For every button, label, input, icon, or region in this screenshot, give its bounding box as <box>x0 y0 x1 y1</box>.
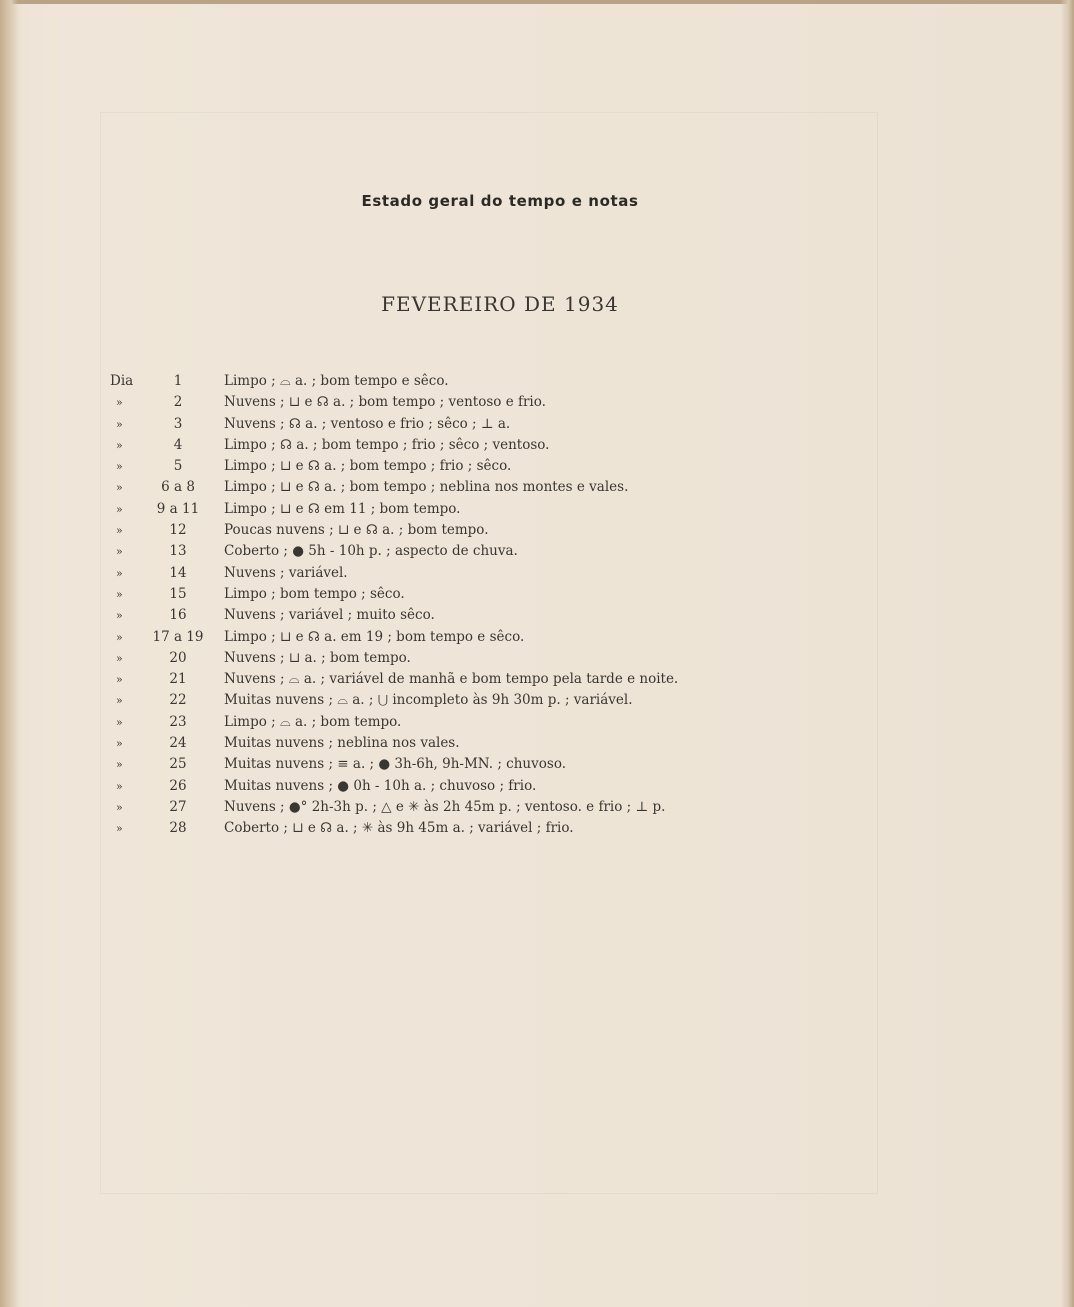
weather-note: Limpo ; ⊔ e ☊ a. em 19 ; bom tempo e sêco. <box>224 628 525 645</box>
ditto-mark: » <box>116 630 123 644</box>
table-row <box>0 690 1074 711</box>
weather-note: Coberto ; ⊔ e ☊ a. ; ✳ às 9h 45m a. ; variável ; frio. <box>224 820 574 837</box>
ditto-mark: » <box>116 502 123 516</box>
day-number: 4 <box>173 436 183 453</box>
table-row <box>0 605 1074 626</box>
day-number: 13 <box>169 543 187 560</box>
day-number: 23 <box>169 713 187 730</box>
weather-note: Nuvens ; ⌓ a. ; variável de manhã e bom tempo pela tarde e noite. <box>224 671 679 688</box>
weather-note: Limpo ; ⊔ e ☊ a. ; bom tempo ; neblina nos montes e vales. <box>224 479 629 496</box>
day-number: 2 <box>173 394 183 411</box>
table-row <box>0 541 1074 562</box>
weather-note: Nuvens ; ⊔ a. ; bom tempo. <box>224 649 411 666</box>
ditto-mark: » <box>116 566 123 580</box>
table-row <box>0 669 1074 690</box>
ditto-mark: » <box>116 800 123 814</box>
day-number: 26 <box>169 777 187 794</box>
ditto-mark: » <box>116 438 123 452</box>
weather-note: Limpo ; ⌓ a. ; bom tempo e sêco. <box>224 373 449 389</box>
day-number: 21 <box>169 671 187 688</box>
table-row <box>0 371 1074 392</box>
table-row <box>0 520 1074 541</box>
ditto-mark: » <box>116 609 123 623</box>
day-number: 1 <box>173 373 183 389</box>
weather-note: Muitas nuvens ; ⌓ a. ; ⋃ incompleto às 9h 30m p. ; variável. <box>224 692 633 709</box>
day-number: 25 <box>169 756 187 773</box>
table-row <box>0 414 1074 435</box>
day-number: 6 a 8 <box>161 479 195 496</box>
table-row <box>0 499 1074 520</box>
day-number: 24 <box>169 735 187 752</box>
table-row <box>0 818 1074 839</box>
day-number: 16 <box>169 607 187 624</box>
weather-note: Nuvens ; variável. <box>224 564 348 581</box>
ditto-mark: » <box>116 545 123 559</box>
ditto-mark: » <box>116 587 123 601</box>
table-row <box>0 754 1074 775</box>
month-title: FEVEREIRO DE 1934 <box>381 292 619 316</box>
table-row <box>0 797 1074 818</box>
day-number: 17 a 19 <box>152 628 204 645</box>
weather-note: Limpo ; ⌓ a. ; bom tempo. <box>224 713 402 730</box>
table-row <box>0 627 1074 648</box>
ditto-mark: » <box>116 524 123 538</box>
ditto-mark: » <box>116 396 123 410</box>
weather-note: Poucas nuvens ; ⊔ e ☊ a. ; bom tempo. <box>224 522 489 539</box>
weather-note: Limpo ; ☊ a. ; bom tempo ; frio ; sêco ; ventoso. <box>224 436 550 453</box>
weather-note: Muitas nuvens ; neblina nos vales. <box>224 735 460 752</box>
weather-log-table <box>0 371 1074 840</box>
weather-note: Nuvens ; ⊔ e ☊ a. ; bom tempo ; ventoso e frio. <box>224 394 546 411</box>
weather-note: Muitas nuvens ; ● 0h - 10h a. ; chuvoso ; frio. <box>224 777 537 794</box>
table-row <box>0 648 1074 669</box>
table-row <box>0 477 1074 498</box>
day-number: 20 <box>169 649 187 666</box>
weather-note: Limpo ; bom tempo ; sêco. <box>224 585 405 602</box>
weather-note: Muitas nuvens ; ≡ a. ; ● 3h-6h, 9h-MN. ; chuvoso. <box>224 756 566 773</box>
ditto-mark: » <box>116 481 123 495</box>
day-number: 5 <box>173 458 183 475</box>
ditto-mark: » <box>116 651 123 665</box>
table-row <box>0 456 1074 477</box>
table-row <box>0 584 1074 605</box>
weather-note: Nuvens ; variável ; muito sêco. <box>224 607 435 624</box>
table-row <box>0 776 1074 797</box>
day-number: 28 <box>169 820 187 837</box>
day-number: 22 <box>169 692 187 709</box>
ditto-mark: » <box>116 715 123 729</box>
weather-note: Limpo ; ⊔ e ☊ a. ; bom tempo ; frio ; sêco. <box>224 458 512 475</box>
weather-note: Coberto ; ● 5h - 10h p. ; aspecto de chuva. <box>224 543 518 560</box>
day-number: 15 <box>169 585 187 602</box>
ditto-mark: » <box>116 417 123 431</box>
table-row <box>0 435 1074 456</box>
day-number: 3 <box>173 415 183 432</box>
page-top-edge <box>0 0 1074 4</box>
ditto-mark: » <box>116 822 123 836</box>
weather-note: Nuvens ; ☊ a. ; ventoso e frio ; sêco ; ⊥ a. <box>224 415 511 432</box>
table-row <box>0 712 1074 733</box>
day-number: 9 a 11 <box>156 500 200 517</box>
weather-note: Limpo ; ⊔ e ☊ em 11 ; bom tempo. <box>224 500 461 517</box>
weather-note: Nuvens ; ●° 2h-3h p. ; △ e ✳ às 2h 45m p. ; ventoso. e frio ; ⊥ p. <box>224 798 666 815</box>
day-label: Dia <box>110 373 134 389</box>
ditto-mark: » <box>116 779 123 793</box>
ditto-mark: » <box>116 694 123 708</box>
section-title: Estado geral do tempo e notas <box>361 192 639 210</box>
ditto-mark: » <box>116 758 123 772</box>
day-number: 27 <box>169 798 187 815</box>
table-row <box>0 733 1074 754</box>
ditto-mark: » <box>116 460 123 474</box>
table-row <box>0 392 1074 413</box>
day-number: 12 <box>169 522 187 539</box>
ditto-mark: » <box>116 737 123 751</box>
ditto-mark: » <box>116 673 123 687</box>
day-number: 14 <box>169 564 187 581</box>
table-row <box>0 563 1074 584</box>
